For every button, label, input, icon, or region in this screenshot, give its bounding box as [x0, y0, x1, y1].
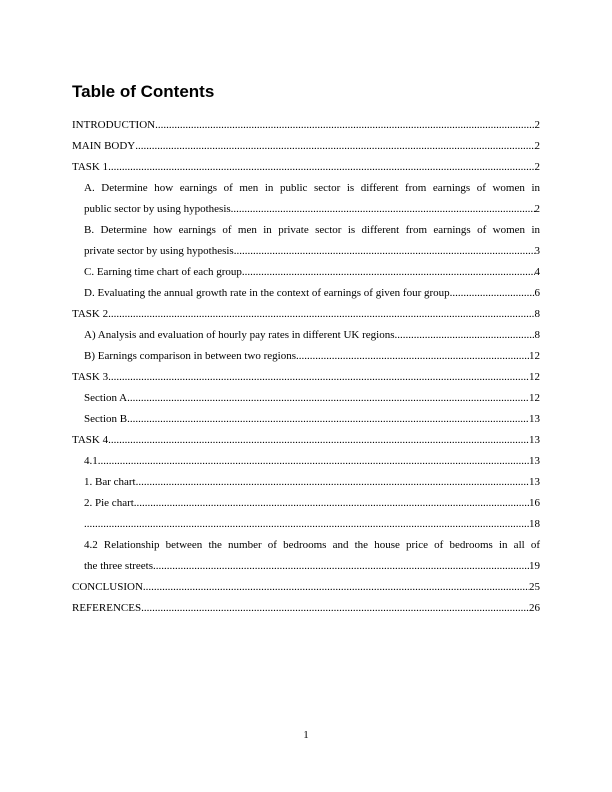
toc-page-number: 2	[534, 161, 540, 173]
toc-entry-bar-chart[interactable]	[72, 472, 540, 493]
toc-entry-task-2a[interactable]	[72, 325, 540, 346]
toc-entry-label: MAIN BODY	[72, 140, 136, 152]
toc-entry-label-line-2: the three streets	[84, 560, 154, 572]
toc-page-number: 18	[529, 518, 540, 530]
dot-leader	[108, 304, 534, 325]
toc-entry-label: REFERENCES	[72, 602, 142, 614]
toc-entry-section-b[interactable]	[72, 409, 540, 430]
dot-leader	[127, 409, 529, 430]
toc-entry-label-line-1: 4.2 Relationship between the number of bedrooms and the house price of bedrooms in all of	[84, 539, 540, 551]
toc-page-number: 4	[534, 266, 540, 278]
toc-entry-label: A) Analysis and evaluation of hourly pay rates in different UK regions	[84, 329, 395, 341]
dot-leader	[134, 493, 529, 514]
toc-entry-label-line-1: B. Determine how earnings of men in private sector is different from earnings of women in	[84, 224, 540, 236]
toc-entry-label: TASK 3	[72, 371, 109, 383]
toc-page-number: 19	[529, 560, 540, 572]
toc-page-number: 26	[529, 602, 540, 614]
page-number: 1	[303, 729, 309, 741]
toc-entry-label: Section B	[84, 413, 128, 425]
toc-page-number: 8	[534, 308, 540, 320]
toc-entry-label: 2. Pie chart	[84, 497, 134, 509]
toc-page-number: 13	[529, 434, 540, 446]
toc-entry-references[interactable]	[72, 598, 540, 619]
toc-page-number: 2	[534, 203, 540, 215]
toc-page-number: 12	[529, 371, 540, 383]
dot-leader	[450, 283, 535, 304]
toc-entry-task-1a[interactable]	[72, 178, 540, 220]
toc-entry-pie-chart[interactable]	[72, 493, 540, 514]
toc-entry-label: TASK 1	[72, 161, 109, 173]
toc-entry-label: B) Earnings comparison in between two regions	[84, 350, 297, 362]
toc-entry-label: CONCLUSION	[72, 581, 143, 593]
toc-entry-introduction[interactable]	[72, 115, 540, 136]
dot-leader	[231, 199, 535, 220]
toc-entry-task-1d[interactable]	[72, 283, 540, 304]
toc-page-number: 13	[529, 476, 540, 488]
toc-entry-label-line-2: public sector by using hypothesis	[84, 203, 231, 215]
toc-entry-label: INTRODUCTION	[72, 119, 156, 131]
dot-leader	[394, 325, 534, 346]
toc-page-number: 13	[529, 455, 540, 467]
dot-leader	[153, 556, 529, 577]
toc-entry-untitled[interactable]	[72, 514, 540, 535]
table-of-contents	[72, 115, 540, 619]
toc-entry-label: C. Earning time chart of each group	[84, 266, 242, 278]
toc-entry-task-3[interactable]	[72, 367, 540, 388]
toc-page-number: 13	[529, 413, 540, 425]
dot-leader	[296, 346, 529, 367]
toc-entry-label-line-2: private sector by using hypothesis	[84, 245, 234, 257]
toc-entry-task-2[interactable]	[72, 304, 540, 325]
toc-entry-4-1[interactable]	[72, 451, 540, 472]
dot-leader	[84, 514, 529, 535]
toc-page-number: 2	[534, 119, 540, 131]
dot-leader	[108, 157, 534, 178]
dot-leader	[135, 136, 534, 157]
toc-page-number: 2	[534, 140, 540, 152]
toc-page-number: 12	[529, 392, 540, 404]
toc-entry-label: D. Evaluating the annual growth rate in the context of earnings of given four group	[84, 287, 450, 299]
page-title: Table of Contents	[72, 82, 215, 101]
toc-entry-label: 1. Bar chart	[84, 476, 136, 488]
toc-entry-label-line-1: A. Determine how earnings of men in public sector is different from earnings of women in	[84, 182, 540, 194]
toc-entry-task-1c[interactable]	[72, 262, 540, 283]
toc-page-number: 6	[534, 287, 540, 299]
toc-entry-4-2[interactable]	[72, 535, 540, 577]
toc-entry-task-2b[interactable]	[72, 346, 540, 367]
dot-leader	[155, 115, 534, 136]
dot-leader	[141, 598, 529, 619]
toc-entry-conclusion[interactable]	[72, 577, 540, 598]
toc-entry-label: 4.1	[84, 455, 98, 467]
toc-entry-section-a[interactable]	[72, 388, 540, 409]
toc-entry-task-1b[interactable]	[72, 220, 540, 262]
dot-leader	[127, 388, 529, 409]
dot-leader	[143, 577, 529, 598]
dot-leader	[108, 367, 529, 388]
toc-page-number: 12	[529, 350, 540, 362]
dot-leader	[136, 472, 529, 493]
toc-page-number: 16	[529, 497, 540, 509]
dot-leader	[108, 430, 529, 451]
toc-entry-label: TASK 4	[72, 434, 109, 446]
dot-leader	[234, 241, 535, 262]
dot-leader	[98, 451, 529, 472]
toc-page-number: 3	[534, 245, 540, 257]
toc-page-number: 8	[534, 329, 540, 341]
toc-entry-label: Section A	[84, 392, 128, 404]
toc-entry-main-body[interactable]	[72, 136, 540, 157]
toc-entry-task-1[interactable]	[72, 157, 540, 178]
dot-leader	[242, 262, 535, 283]
toc-page-number: 25	[529, 581, 540, 593]
toc-entry-label: TASK 2	[72, 308, 109, 320]
toc-entry-task-4[interactable]	[72, 430, 540, 451]
